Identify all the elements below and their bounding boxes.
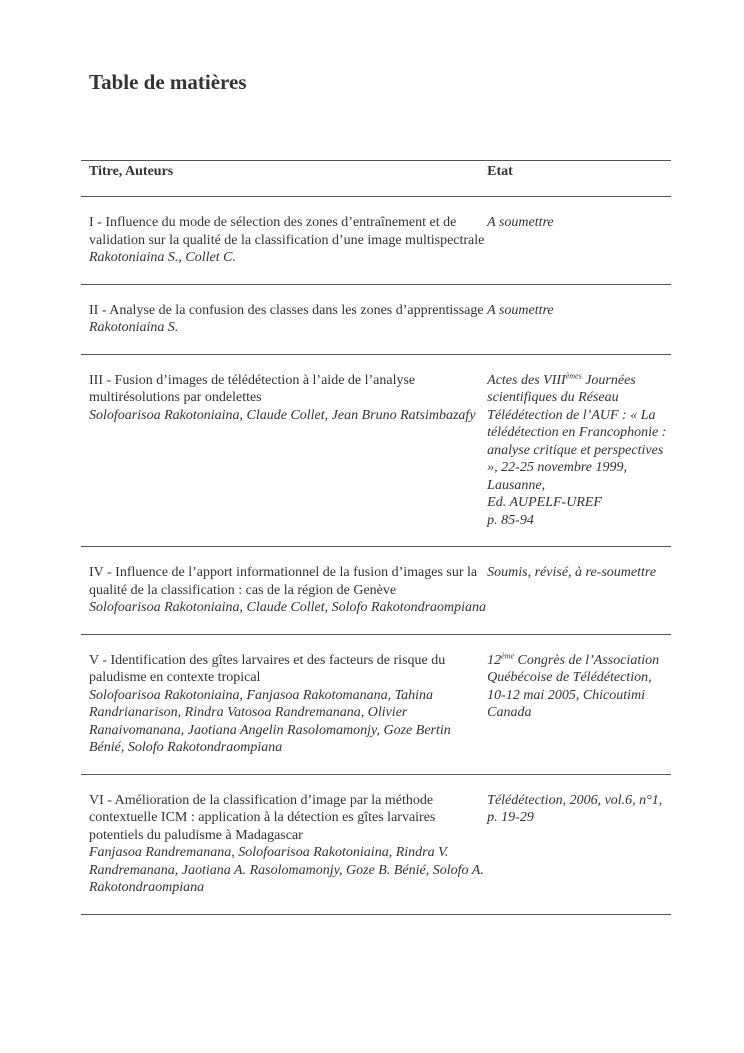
entry-title: V - Identification des gîtes larvaires et des facteurs de risque du paludisme en contexte tropical	[89, 652, 446, 685]
status-text: Actes des VIII	[487, 372, 566, 388]
table-row	[81, 547, 671, 635]
entry-authors: Rakotoniaina S., Collet C.	[89, 250, 236, 265]
entry-authors: Rakotoniaina S.	[89, 320, 179, 335]
entry-status: A soumettre	[487, 215, 554, 230]
entry-status: Télédétection, 2006, vol.6, n°1, p. 19-29	[487, 792, 663, 825]
entry-authors: Solofoarisoa Rakotoniaina, Fanjasoa Rakotomanana, Tahina Randrianarison, Rindra Vatosoa Randremanana, Olivier Ranaivomanana, Jaotiana Angelin Rasolomamonjy, Goze Bertin Bénié, Solofo Rakotondraompiana	[89, 687, 451, 755]
status-text: Congrès de l’Association Québécoise de Télédétection, 10-12 mai 2005, Chicoutimi Canada	[487, 652, 660, 720]
status-cell	[487, 547, 671, 635]
entry-cell	[81, 547, 487, 635]
header-title-authors: Titre, Auteurs	[81, 161, 487, 197]
entry-title: III - Fusion d’images de télédétection à l’aide de l’analyse multirésolutions par ondelettes	[89, 372, 416, 405]
entry-title: VI - Amélioration de la classification d’image par la méthode contextuelle ICM : application à la détection es gîtes larvaires potentiels du paludisme à Madagascar	[89, 792, 436, 843]
entry-title: I - Influence du mode de sélection des zones d’entraînement et de validation sur la qualité de la classification d’une image multispectrale	[89, 215, 485, 248]
status-superscript: èmes	[565, 370, 582, 380]
status-cell	[487, 284, 671, 354]
entry-authors: Solofoarisoa Rakotoniaina, Claude Collet, Jean Bruno Ratsimbazafy	[89, 407, 476, 423]
table-row	[81, 284, 671, 354]
entry-status: A soumettre	[487, 302, 554, 318]
table-row	[81, 197, 671, 285]
table-row	[81, 634, 671, 774]
header-status: Etat	[487, 161, 671, 197]
entry-status	[487, 652, 671, 722]
status-cell	[487, 774, 671, 914]
table-header-row	[81, 161, 671, 197]
page-title: Table de matières	[89, 70, 247, 94]
entry-cell	[81, 774, 487, 914]
entry-authors: Fanjasoa Randremanana, Solofoarisoa Rakotoniaina, Rindra V. Randremanana, Jaotiana A. Rasolomamonjy, Goze B. Bénié, Solofo A. Rakotondraompiana	[89, 845, 484, 895]
entry-status: Soumis, révisé, à re-soumettre	[487, 565, 657, 580]
entry-status-publisher: Ed. AUPELF-UREF	[487, 495, 602, 510]
status-superscript: ème	[501, 650, 515, 660]
status-cell	[487, 634, 671, 774]
status-cell	[487, 197, 671, 285]
table-row	[81, 354, 671, 547]
entry-title: IV - Influence de l’apport informationnel de la fusion d’images sur la qualité de la classification : cas de la région de Genève	[89, 565, 478, 598]
status-text: Journées scientifiques du Réseau Télédétection de l’AUF : « La télédétection en Francophonie : analyse critique et perspectives », 22-25 novembre 1999, Lausanne,	[487, 372, 667, 493]
status-text: 12	[487, 652, 502, 668]
entry-cell	[81, 284, 487, 354]
table-row	[81, 774, 671, 914]
entry-status	[487, 372, 671, 495]
entry-cell	[81, 197, 487, 285]
status-cell	[487, 354, 671, 547]
toc-table	[81, 160, 671, 915]
entry-cell	[81, 354, 487, 547]
entry-authors: Solofoarisoa Rakotoniaina, Claude Collet, Solofo Rakotondraompiana	[89, 600, 487, 615]
entry-cell	[81, 634, 487, 774]
entry-status-pages: p. 85-94	[487, 512, 534, 528]
entry-title: II - Analyse de la confusion des classes dans les zones d’apprentissage	[89, 302, 484, 318]
